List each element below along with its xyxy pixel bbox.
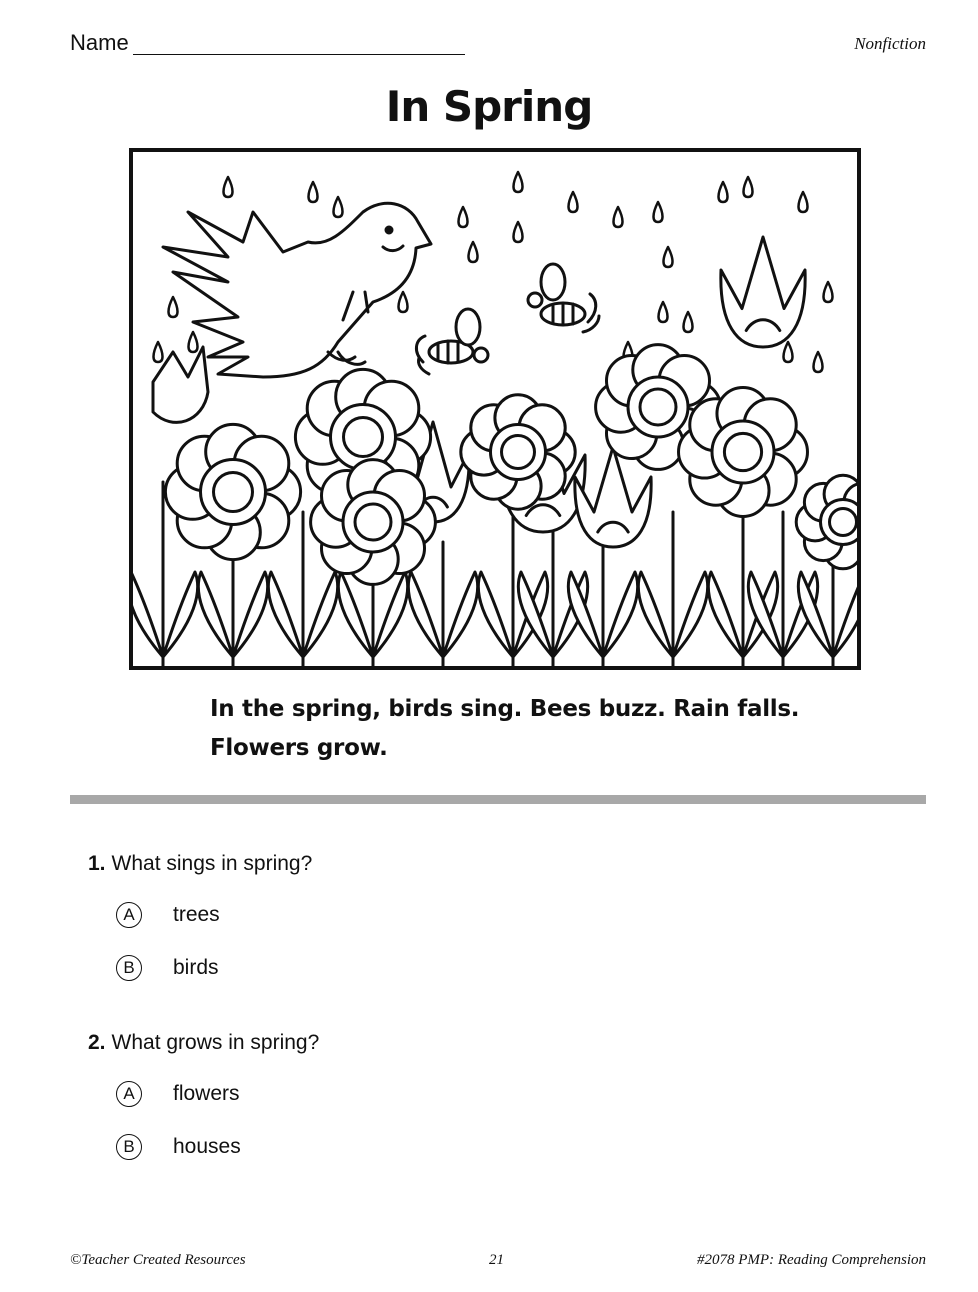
question-2-option-b[interactable] [116,1132,241,1162]
option-text: houses [173,1135,241,1158]
page-title: In Spring [385,82,593,131]
footer-copyright: ©Teacher Created Resources [70,1252,246,1268]
reading-passage: In the spring, birds sing. Bees buzz. Rain falls. Flowers grow. [210,696,800,761]
section-divider [70,795,926,804]
answer-bubble-a[interactable]: A [116,1081,142,1107]
question-text: What sings in spring? [111,852,313,875]
name-blank-line [133,54,465,55]
question-1 [88,852,312,876]
question-number: 1. [88,852,106,875]
question-1-option-b[interactable] [116,953,219,983]
question-number: 2. [88,1031,106,1054]
answer-bubble-a[interactable]: A [116,902,142,928]
footer-book-title: #2078 PMP: Reading Comprehension [697,1252,926,1268]
footer-page-number: 21 [489,1252,504,1268]
option-text: trees [173,903,220,926]
bee-icon [528,264,599,332]
option-text: birds [173,956,219,979]
bee-icon [416,309,488,374]
answer-bubble-b[interactable]: B [116,955,142,981]
question-1-option-a[interactable] [116,900,220,930]
question-2-option-a[interactable] [116,1079,240,1109]
spring-illustration [129,148,861,670]
option-text: flowers [173,1082,240,1105]
answer-bubble-b[interactable]: B [116,1134,142,1160]
question-2 [88,1031,319,1055]
question-text: What grows in spring? [111,1031,320,1054]
genre-label: Nonfiction [854,34,926,53]
name-label: Name [70,30,129,55]
